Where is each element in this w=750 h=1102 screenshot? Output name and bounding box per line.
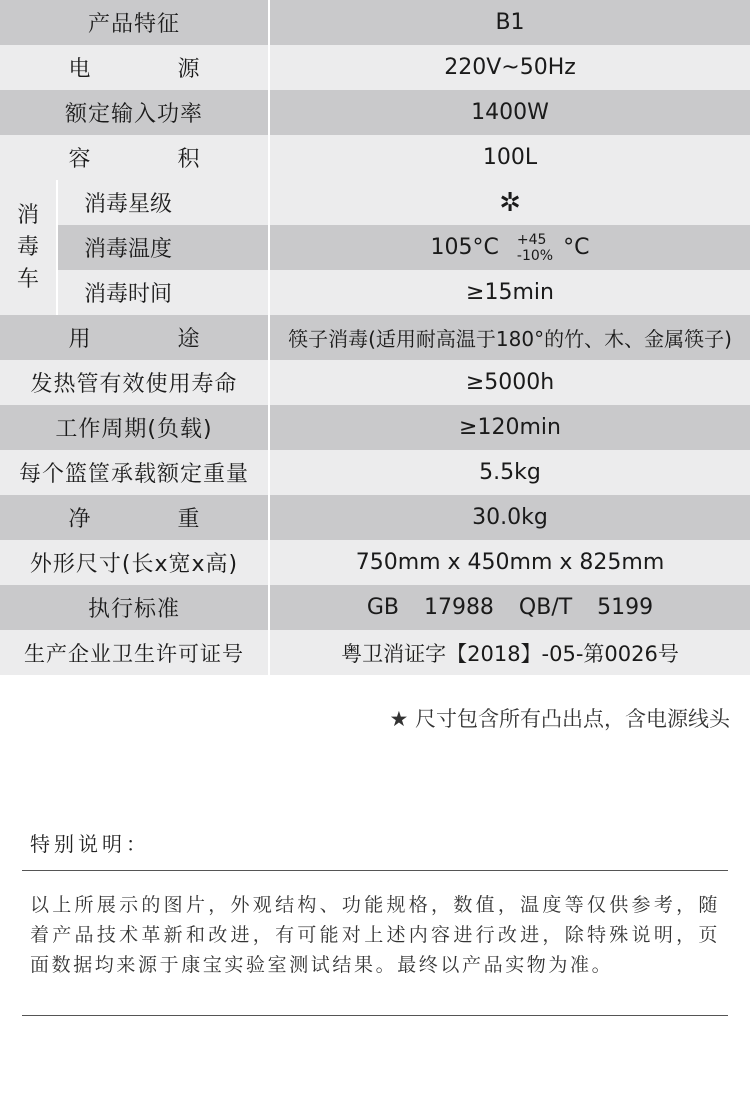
table-row-capacity (0, 135, 750, 180)
row-label: 发热管有效使用寿命 (0, 360, 270, 405)
special-notice-body: 以上所展示的图片，外观结构、功能规格，数值，温度等仅供参考，随着产品技术革新和改进，有可能对上述内容进行改进，除特殊说明，页面数据均来源于康宝实验室测试结果。最终以产品实物为准。 (30, 894, 720, 976)
row-value: B1 (495, 10, 525, 35)
row-label: 工作周期(负载) (0, 405, 270, 450)
table-row-power (0, 45, 750, 90)
table-row-model (0, 0, 750, 45)
row-label: 消毒星级 (58, 180, 270, 225)
row-label: 容 积 (0, 135, 270, 180)
table-row-net-weight (0, 495, 750, 540)
table-row-cycle (0, 405, 750, 450)
disinfection-group (0, 180, 750, 315)
row-label: 电 源 (0, 45, 270, 90)
row-label: 外形尺寸(长x宽x高) (0, 540, 270, 585)
row-label: 执行标准 (0, 585, 270, 630)
row-value: 100L (482, 145, 538, 170)
row-value: ≥5000h (465, 370, 555, 395)
table-row-basket-load (0, 450, 750, 495)
disinfection-group-label (0, 180, 58, 315)
table-row-grade (58, 180, 750, 225)
dimension-note: ★ 尺寸包含所有凸出点，含电源线头 (389, 707, 730, 731)
group-label-char: 车 (16, 266, 39, 292)
row-value: GB 17988 QB/T 5199 (366, 595, 654, 620)
row-value: 30.0kg (472, 505, 548, 530)
row-label: 净 重 (0, 495, 270, 540)
row-value: ≥15min (466, 280, 554, 305)
row-value (270, 180, 750, 225)
row-label: 生产企业卫生许可证号 (0, 630, 270, 675)
row-value: 筷子消毒(适用耐高温于180°的竹、木、金属筷子) (288, 327, 732, 351)
temp-tolerance (517, 232, 553, 264)
row-label: 消毒时间 (58, 270, 270, 315)
tol-minus: -10% (516, 247, 554, 264)
divider-bottom (22, 1015, 728, 1016)
divider-top (22, 870, 728, 871)
table-row-time (58, 270, 750, 315)
row-label: 产品特征 (0, 0, 270, 45)
row-value (270, 225, 750, 270)
row-label: 消毒温度 (58, 225, 270, 270)
row-value: 粤卫消证字【2018】-05-第0026号 (341, 641, 679, 666)
table-row-heater-life (0, 360, 750, 405)
temp-base: 105°C (430, 235, 499, 260)
asterisk-star-icon: ✲ (499, 187, 521, 218)
table-row-dimensions (0, 540, 750, 585)
row-value: 750mm x 450mm x 825mm (355, 550, 665, 575)
row-value: 5.5kg (479, 460, 541, 485)
row-label: 额定输入功率 (0, 90, 270, 135)
tol-plus: +45 (516, 231, 547, 248)
group-label-char: 毒 (16, 234, 39, 260)
temp-unit: °C (563, 235, 590, 260)
table-row-usage (0, 315, 750, 360)
special-notice-title: 特别说明： (30, 832, 150, 856)
table-row-standard (0, 585, 750, 630)
table-row-license (0, 630, 750, 675)
row-value: 1400W (471, 100, 549, 125)
group-label-char: 消 (16, 202, 39, 228)
row-label: 每个篮筐承载额定重量 (0, 450, 270, 495)
table-row-rated-power (0, 90, 750, 135)
row-value: ≥120min (459, 415, 561, 440)
row-value: 220V~50Hz (444, 55, 576, 80)
table-row-temperature (58, 225, 750, 270)
row-label: 用 途 (0, 315, 270, 360)
